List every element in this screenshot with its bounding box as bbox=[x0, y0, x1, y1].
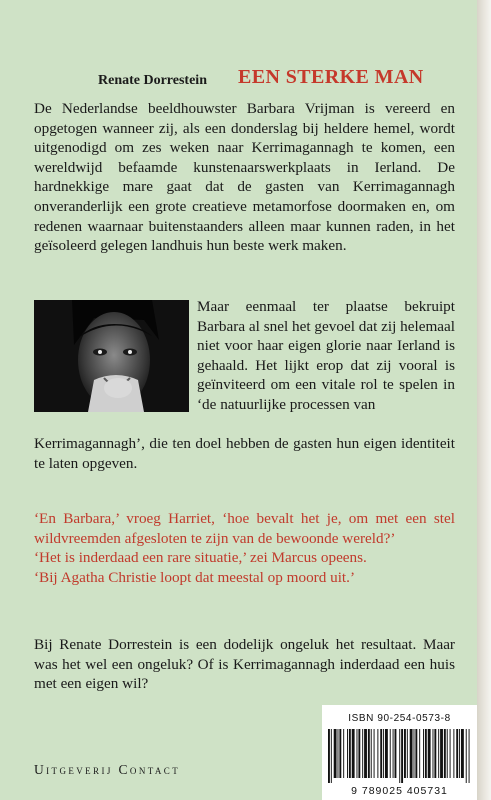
barcode-bar bbox=[434, 729, 436, 778]
barcode-bar bbox=[368, 729, 370, 778]
barcode-bar bbox=[444, 729, 446, 778]
barcode-bar bbox=[456, 729, 458, 778]
author-photo bbox=[34, 300, 189, 412]
barcode-bar bbox=[407, 729, 408, 778]
barcode-bar bbox=[450, 729, 451, 778]
barcode-bar bbox=[362, 729, 363, 778]
barcode-bar bbox=[459, 729, 460, 778]
blurb-paragraph-1: De Nederlandse beeldhouwster Barbara Vrijman is vereerd en opgetogen wanneer zij, als een donderslag bij heldere hemel, wordt uitgenodigd om zes weken naar Kerrimagannagh te komen, een wereldwijd befaamde kunstenaarswerkplaats in Ierland. De hardnekkige mare gaat dat de gasten van Kerrimagannagh onveranderlijk een grote creatieve metamorfose doormaken en, om redenen waarnaar buitenstaanders alleen maar kunnen raden, in het geïsoleerd gelegen landhuis hun beste werk maken. bbox=[34, 100, 455, 255]
book-title: EEN STERKE MAN bbox=[238, 66, 424, 88]
isbn-label: ISBN 90-254-0573-8 bbox=[348, 713, 451, 724]
barcode-bar bbox=[415, 729, 417, 778]
barcode-bar bbox=[393, 729, 394, 778]
closing-text: Bij Renate Dorrestein is een dodelijk ongeluk het resultaat. Maar was het wel een ongeluk? Of is Kerrimagannagh inderdaad een huis met een eigen wil? bbox=[34, 636, 455, 693]
blurb-paragraph-2: Maar eenmaal ter plaatse bekruipt Barbara al snel het gevoel dat zij helemaal niet voor haar eigen glorie naar Ierland is gehaald. Het lijkt erop dat zij vooral is geïnviteerd om een vitale rol te spelen in ‘de natuurlijke processen van bbox=[197, 298, 455, 413]
quote-line-3: ‘Bij Agatha Christie loopt dat meestal op moord uit.’ bbox=[34, 568, 355, 586]
barcode-bar bbox=[419, 729, 420, 778]
author-name: Renate Dorrestein bbox=[98, 73, 207, 88]
barcode-bar bbox=[425, 729, 427, 778]
barcode-bar bbox=[380, 729, 382, 778]
barcode-bar bbox=[410, 729, 413, 778]
barcode-bar bbox=[331, 729, 332, 783]
barcode-bar bbox=[338, 729, 339, 778]
author-portrait-image bbox=[34, 300, 189, 412]
barcode-bar bbox=[423, 729, 424, 778]
barcode-bar bbox=[401, 729, 403, 783]
barcode-bar bbox=[404, 729, 406, 778]
barcode-bar bbox=[447, 729, 448, 778]
blurb-paragraph-3 bbox=[34, 635, 455, 694]
barcode-bar bbox=[453, 729, 454, 778]
quote-line-1: ‘En Barbara,’ vroeg Harriet, ‘hoe bevalt het je, om met een stel wildvreemden afgesloten te zijn van de bewoonde wereld?’ bbox=[34, 510, 455, 547]
barcode-bar bbox=[385, 729, 388, 778]
barcode-bar bbox=[414, 729, 415, 778]
barcode-bar bbox=[440, 729, 443, 778]
barcode-bars bbox=[326, 729, 472, 783]
barcode-bar bbox=[390, 729, 391, 778]
barcode-bar bbox=[469, 729, 470, 783]
ean-number: 9 789025 405731 bbox=[351, 785, 448, 797]
barcode-bar bbox=[352, 729, 355, 778]
barcode-bar bbox=[339, 729, 341, 778]
barcode-bar bbox=[357, 729, 358, 778]
quote-line-2: ‘Het is inderdaad een rare situatie,’ zei Marcus opeens. bbox=[34, 549, 367, 567]
publisher-name: Uitgeverij Contact bbox=[34, 762, 181, 777]
barcode-bar bbox=[343, 729, 344, 778]
barcode-bar bbox=[377, 729, 378, 778]
barcode-bar bbox=[399, 729, 400, 783]
quote-block bbox=[34, 509, 455, 587]
barcode-bar bbox=[428, 729, 431, 778]
barcode-bar bbox=[364, 729, 367, 778]
barcode-bar bbox=[374, 729, 375, 778]
barcode-bar bbox=[349, 729, 351, 778]
barcode-bar bbox=[328, 729, 330, 783]
barcode-bar bbox=[334, 729, 337, 778]
barcode-area bbox=[322, 705, 477, 800]
barcode-bar bbox=[358, 729, 360, 778]
barcode-bar bbox=[383, 729, 384, 778]
page-edge bbox=[477, 0, 491, 800]
barcode-bar bbox=[438, 729, 439, 778]
cover-header bbox=[98, 66, 468, 92]
barcode-bar bbox=[433, 729, 434, 778]
barcode-bar bbox=[371, 729, 372, 778]
barcode-bar bbox=[395, 729, 397, 778]
barcode-bar bbox=[461, 729, 464, 778]
barcode-bar bbox=[347, 729, 348, 778]
barcode-bar bbox=[466, 729, 467, 783]
blurb-paragraph-2-continued: Kerrimagannagh’, die ten doel hebben de gasten hun eigen identiteit te laten opgeven. bbox=[34, 435, 455, 472]
